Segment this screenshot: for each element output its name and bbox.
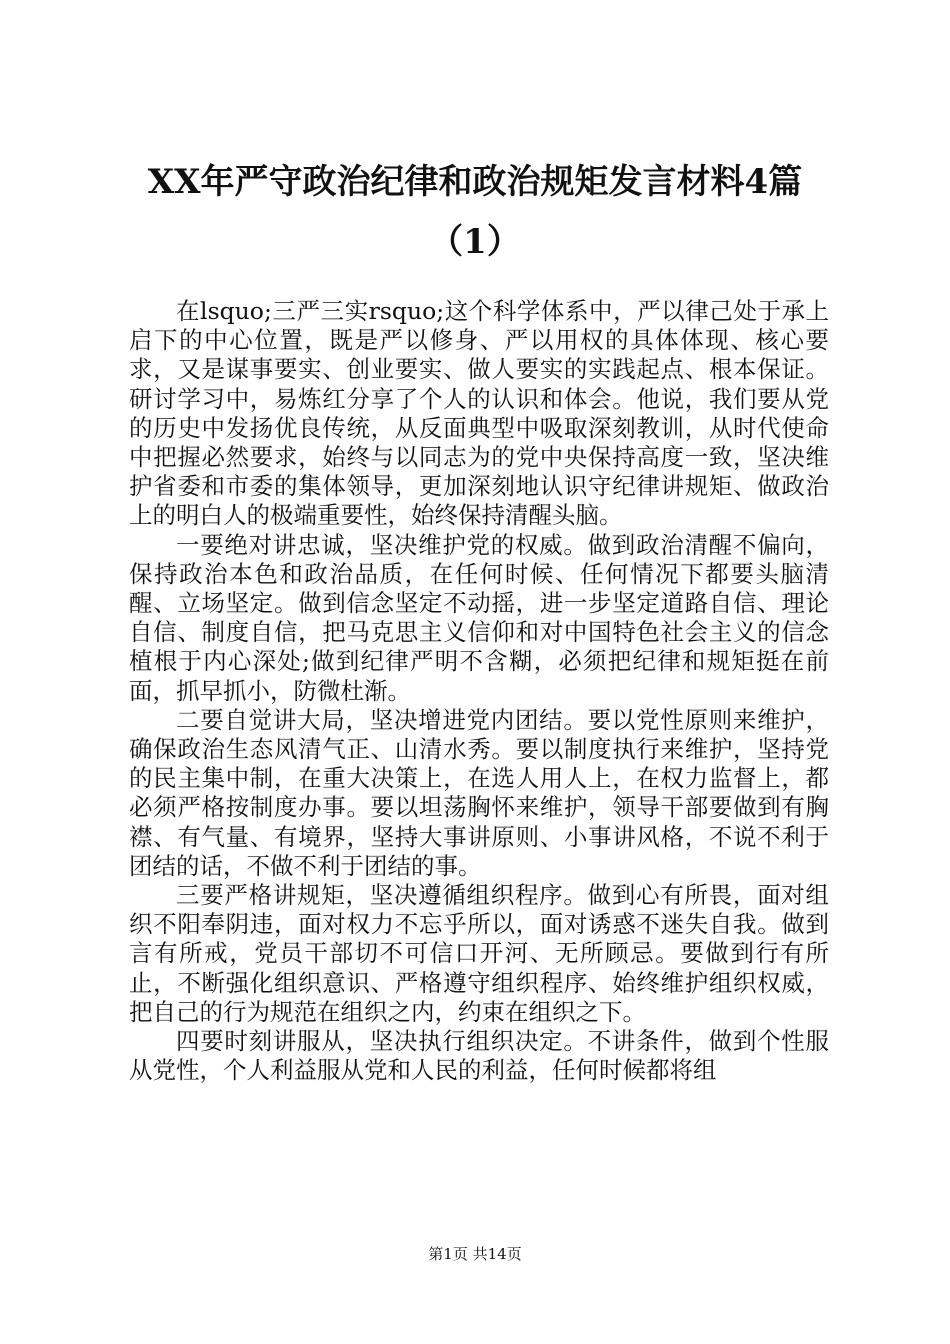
paragraph-rules: 三要严格讲规矩，坚决遵循组织程序。做到心有所畏，面对组织不阳奉阴违，面对权力不忘乎所以，面对诱惑不迷失自我。做到言有所戒，党员干部切不可信口开河、无所顾忌。要做到行有所止，不断强化组织意识、严格遵守组织程序、始终维护组织权威，把自己的行为规范在组织之内，约束在组织之下。: [129, 881, 829, 1026]
paragraph-obedience: 四要时刻讲服从，坚决执行组织决定。不讲条件，做到个性服从党性，个人利益服从党和人民的利益，任何时候都将组: [129, 1027, 829, 1085]
page-number-footer: 第1页 共14页: [428, 1245, 522, 1263]
paragraph-unity: 二要自觉讲大局，坚决增进党内团结。要以党性原则来维护，确保政治生态风清气正、山清水秀。要以制度执行来维护，坚持党的民主集中制，在重大决策上，在选人用人上，在权力监督上，都必须严格按制度办事。要以坦荡胸怀来维护，领导干部要做到有胸襟、有气量、有境界，坚持大事讲原则、小事讲风格，不说不利于团结的话，不做不利于团结的事。: [129, 705, 829, 880]
document-title-part: （1）: [429, 222, 521, 262]
paragraph-intro: 在lsquo;三严三实rsquo;这个科学体系中，严以律己处于承上启下的中心位置，既是严以修身、严以用权的具体体现、核心要求，又是谋事要实、创业要实、做人要实的实践起点、根本保证。研讨学习中，易炼红分享了个人的认识和体会。他说，我们要从党的历史中发扬优良传统，从反面典型中吸取深刻教训，从时代使命中把握必然要求，始终与以同志为的党中央保持高度一致，坚决维护省委和市委的集体领导，更加深刻地认识守纪律讲规矩、做政治上的明白人的极端重要性，始终保持清醒头脑。: [129, 297, 829, 530]
document-body: [129, 297, 829, 1085]
document-title: XX年严守政治纪律和政治规矩发言材料4篇: [147, 162, 803, 202]
paragraph-loyalty: 一要绝对讲忠诚，坚决维护党的权威。做到政治清醒不偏向，保持政治本色和政治品质，在任何时候、任何情况下都要头脑清醒、立场坚定。做到信念坚定不动摇，进一步坚定道路自信、理论自信、制度自信，把马克思主义信仰和对中国特色社会主义的信念植根于内心深处;做到纪律严明不含糊，必须把纪律和规矩挺在前面，抓早抓小，防微杜渐。: [129, 530, 829, 705]
